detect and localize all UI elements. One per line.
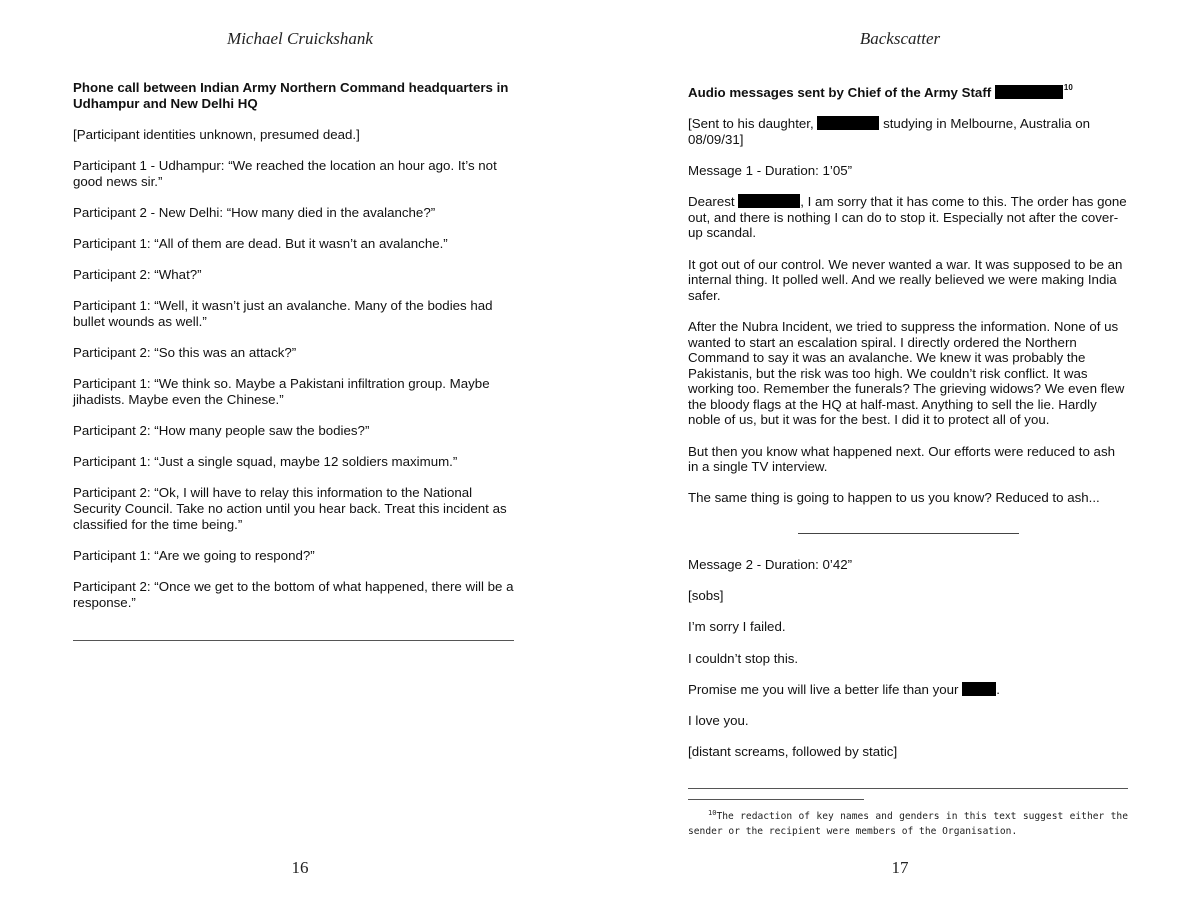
promise-text: Promise me you will live a better life than your — [688, 681, 959, 697]
right-page — [600, 0, 1200, 900]
running-head-author: Michael Cruickshank — [227, 29, 373, 48]
footnote-text: The redaction of key names and genders in this text suggest either the sender or the recipient were members of the Organisation. — [688, 811, 1128, 837]
redaction-bar — [995, 85, 1063, 99]
footnote-mark: 10 — [708, 809, 717, 817]
paragraph: Participant 2: “Ok, I will have to relay this information to the National Security Council. Take no action until you hear back. Treat this incident as classified for the time being.” — [73, 485, 507, 532]
left-body — [73, 80, 515, 626]
paragraph: [distant screams, followed by static] — [688, 744, 898, 760]
salutation-word: Dearest — [688, 194, 735, 210]
recipient-note — [688, 116, 1128, 147]
paragraph: Participant 1: “Just a single squad, maybe 12 soldiers maximum.” — [73, 454, 458, 470]
paragraph: Participant 2 - New Delhi: “How many died in the avalanche?” — [73, 204, 436, 220]
recipient-note-start: [Sent to his daughter, — [688, 116, 814, 132]
paragraph: Participant 1: “We think so. Maybe a Pakistani infiltration group. Maybe jihadists. Maybe even the Chinese.” — [73, 376, 490, 407]
page-number: 16 — [291, 858, 309, 877]
paragraph: Participant 1: “Well, it wasn’t just an avalanche. Many of the bodies had bullet wounds as well.” — [73, 298, 493, 329]
footnote — [688, 806, 1128, 839]
page-number: 17 — [891, 858, 909, 877]
redaction-bar — [817, 116, 879, 130]
footnote-reference[interactable]: 10 — [1063, 83, 1073, 92]
section-end-rule — [73, 640, 514, 641]
promise-end: . — [996, 681, 1000, 697]
paragraph: Participant 1: “All of them are dead. But it wasn’t an avalanche.” — [73, 235, 448, 251]
paragraph: I love you. — [688, 712, 749, 728]
paragraph: Participant 2: “So this was an attack?” — [73, 345, 297, 361]
paragraph: [sobs] — [688, 588, 724, 604]
message-1-salutation — [688, 194, 1128, 241]
section-heading: Phone call between Indian Army Northern Command headquarters in Udhampur and New Delhi HQ — [73, 80, 509, 111]
salutation-rest: , I am sorry that it has come to this. The order has gone out, and there is nothing I can do to stop it. Especially not after the cover-up scandal. — [688, 194, 1127, 241]
paragraph: I’m sorry I failed. — [688, 619, 786, 635]
redaction-bar — [962, 682, 996, 696]
message-2-body — [688, 557, 1128, 775]
paragraph: After the Nubra Incident, we tried to suppress the information. None of us wanted to start an escalation spiral. I directly ordered the Northern Command to say it was an avalanche. We knew it was probably the Pakistanis, but the risk was too high. We couldn’t risk conflict. It was working too. Remember the funerals? The grieving widows? We even flew the bloody flags at the HQ at half-mast. Anything to sell the lie. Hardly noble of us, but it was for the best. I did it to protect all of you. — [688, 318, 1125, 428]
message-1-header: Message 1 - Duration: 1’05” — [688, 162, 853, 178]
footnote-rule — [688, 799, 864, 800]
running-head-title: Backscatter — [859, 29, 941, 48]
message-divider — [798, 533, 1019, 534]
section-end-rule — [688, 788, 1128, 789]
message-2-header: Message 2 - Duration: 0’42” — [688, 557, 853, 572]
paragraph: Participant 1 - Udhampur: “We reached the location an hour ago. It’s not good news sir.” — [73, 157, 497, 189]
paragraph: Participant 2: “Once we get to the bottom of what happened, there will be a response.” — [73, 579, 514, 610]
paragraph: Participant 1: “Are we going to respond?” — [73, 547, 315, 563]
section-heading — [688, 80, 1128, 101]
paragraph: It got out of our control. We never wanted a war. It was supposed to be an internal thing. It polled well. And we really believed we were making India safer. — [688, 256, 1123, 303]
paragraph: Participant 2: “What?” — [73, 267, 202, 283]
promise-line — [688, 682, 1128, 698]
recipient-note-end: studying in Melbourne, Australia on 08/09/31] — [688, 116, 1091, 147]
paragraph: [Participant identities unknown, presumed dead.] — [73, 126, 360, 142]
paragraph: Participant 2: “How many people saw the bodies?” — [73, 423, 370, 439]
paragraph: The same thing is going to happen to us you know? Reduced to ash... — [688, 490, 1100, 506]
right-body — [688, 80, 1128, 522]
redaction-bar — [738, 194, 800, 208]
paragraph: I couldn’t stop this. — [688, 650, 799, 666]
heading-text: Audio messages sent by Chief of the Army Staff — [688, 85, 992, 100]
paragraph: But then you know what happened next. Our efforts were reduced to ash in a single TV interview. — [688, 443, 1116, 475]
